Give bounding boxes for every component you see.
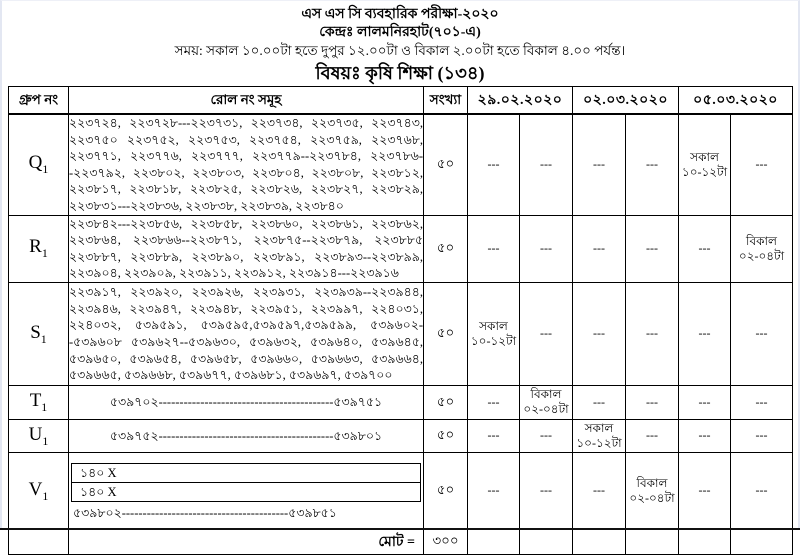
group-label: $V_1$ bbox=[9, 452, 69, 529]
roll-cell-with-box bbox=[69, 452, 424, 529]
session-cell: --- bbox=[626, 282, 679, 385]
roll-range: ৫৩৯৮০২----------------------------------------৫৩৯৮৫১ bbox=[73, 505, 337, 520]
session-cell: --- bbox=[573, 282, 626, 385]
session-cell: --- bbox=[468, 114, 520, 215]
session-cell: --- bbox=[731, 282, 793, 385]
empty-cell bbox=[520, 529, 573, 554]
session-cell: --- bbox=[679, 215, 731, 282]
table-header-row bbox=[9, 87, 793, 115]
column-header-date-1: ২৯.০২.২০২০ bbox=[468, 87, 573, 115]
total-value: ৩০০ bbox=[424, 529, 468, 554]
session-cell: --- bbox=[626, 385, 679, 419]
empty-cell bbox=[626, 529, 679, 554]
count-value: ৫০ bbox=[424, 385, 468, 419]
session-cell: --- bbox=[679, 419, 731, 452]
session-cell: --- bbox=[626, 215, 679, 282]
session-cell: --- bbox=[468, 385, 520, 419]
session-cell: সকাল ১০-১২টা bbox=[679, 114, 731, 215]
table-row-u1 bbox=[9, 419, 793, 452]
exam-title: এস এস সি ব্যবহারিক পরীক্ষা-২০২০ bbox=[301, 7, 499, 22]
roll-range: ৫৩৯৭০২------------------------------------------৫৩৯৭৫১ bbox=[69, 385, 424, 419]
table-row-total bbox=[9, 529, 793, 554]
session-cell: --- bbox=[731, 419, 793, 452]
session-cell: সকাল ১০-১২টা bbox=[468, 282, 520, 385]
roll-numbers: ২২৩৯১৭, ২২৩৯২০, ২২৩৯২৬, ২২৩৯৩১, ২২৩৯৩৯--২২৩৯৪৪, ২২৩৯৪৬, ২২৩৯৪৭, ২২৩৯৪৮, ২২৩৯৫১, ২২৩৯৯৭, ২২৪০৩১, ২২৪০৩২, ৫৩৯৫৯১, ৫৩৯৫৯৫,৫৩৯৫৯৭,৫৩৯৫৯৯, ৫৩৯৬০২--৫৩৯৬০৮ ৫৩৯৬২৭--৫৩৯৬৩০, ৫৩৯৬৩২, ৫৩৯৬৪০, ৫৩৯৬৪৫, ৫৩৯৬৫০, ৫৩৯৬৫৪, ৫৩৯৬৫৮, ৫৩৯৬৬০, ৫৩৯৬৬৩, ৫৩৯৬৬৪, ৫৩৯৬৬৫, ৫৩৯৬৬৮, ৫৩৯৬৭৭, ৫৩৯৬৮১, ৫৩৯৬৯৭, ৫৩৯৭০০ bbox=[69, 282, 424, 385]
session-cell: বিকাল ০২-০৪টা bbox=[626, 452, 679, 529]
centre-name: কেন্দ্রঃ লালমনিরহাট(৭০১-এ) bbox=[319, 24, 481, 40]
session-cell: --- bbox=[520, 114, 573, 215]
column-header-date-2: ০২.০৩.২০২০ bbox=[573, 87, 679, 115]
session-cell: --- bbox=[573, 452, 626, 529]
group-label: $R_1$ bbox=[9, 215, 69, 282]
roll-numbers: ২২৩৮৪২---২২৩৮৫৬, ২২৩৮৫৮, ২২৩৮৬০, ২২৩৮৬১, ২২৩৮৬২, ২২৩৮৬৪, ২২৩৮৬৬--২২৩৮৭১, ২২৩৮৭৫--২২৩৮৭৯, ২২৩৮৮৫ ২২৩৮৮৭, ২২৩৮৮৯, ২২৩৮৯০, ২২৩৮৯১, ২২৩৮৯৩--২২৩৮৯৯, ২২৩৯০৪, ২২৩৯০৯, ২২৩৯১১, ২২৩৯১২, ২২৩৯১৪---২২৩৯১৬ bbox=[69, 215, 424, 282]
session-cell: বিকাল ০২-০৪টা bbox=[520, 385, 573, 419]
count-value: ৫০ bbox=[424, 452, 468, 529]
schedule-table bbox=[8, 86, 793, 555]
session-cell: --- bbox=[731, 452, 793, 529]
session-cell: --- bbox=[626, 419, 679, 452]
table-row-r1 bbox=[9, 215, 793, 282]
empty-cell bbox=[468, 529, 520, 554]
column-header-group: গ্রুপ নং bbox=[9, 87, 69, 115]
roll-range: ৫৩৯৭৫২------------------------------------------৫৩৯৮০১ bbox=[69, 419, 424, 452]
group-label: $T_1$ bbox=[9, 385, 69, 419]
column-header-count: সংখ্যা bbox=[424, 87, 468, 115]
session-cell: --- bbox=[573, 114, 626, 215]
session-cell: --- bbox=[468, 215, 520, 282]
session-cell: সকাল ১০-১২টা bbox=[573, 419, 626, 452]
capacity-box bbox=[71, 463, 421, 502]
empty-cell bbox=[679, 529, 731, 554]
group-label: $U_1$ bbox=[9, 419, 69, 452]
session-cell: --- bbox=[679, 452, 731, 529]
exam-time: সময়: সকাল ১০.০০টা হতে দুপুর ১২.০০টা ও বিকাল ২.০০টা হতে বিকাল ৪.০০ পর্যন্ত। bbox=[174, 43, 626, 58]
session-cell: --- bbox=[573, 215, 626, 282]
subject-title: বিষয়ঃ কৃষি শিক্ষা (১৩৪) bbox=[315, 62, 485, 83]
session-cell: --- bbox=[520, 452, 573, 529]
count-value: ৫০ bbox=[424, 114, 468, 215]
session-cell: বিকাল ০২-০৪টা bbox=[731, 215, 793, 282]
table-row-t1 bbox=[9, 385, 793, 419]
bottom-divider bbox=[0, 528, 800, 530]
session-cell: --- bbox=[679, 282, 731, 385]
capacity-line: ১৪০ X bbox=[80, 484, 117, 499]
session-cell: --- bbox=[468, 419, 520, 452]
session-cell: --- bbox=[520, 282, 573, 385]
group-label: $Q_1$ bbox=[9, 114, 69, 215]
total-label: মোট = bbox=[69, 529, 424, 554]
capacity-line: ১৪০ X bbox=[72, 464, 420, 483]
session-cell: --- bbox=[520, 215, 573, 282]
session-cell: --- bbox=[520, 419, 573, 452]
empty-cell bbox=[9, 529, 69, 554]
session-cell: --- bbox=[468, 452, 520, 529]
session-cell: --- bbox=[731, 385, 793, 419]
session-cell: --- bbox=[731, 114, 793, 215]
table-row-v1 bbox=[9, 452, 793, 529]
count-value: ৫০ bbox=[424, 419, 468, 452]
session-cell: --- bbox=[679, 385, 731, 419]
count-value: ৫০ bbox=[424, 282, 468, 385]
empty-cell bbox=[731, 529, 793, 554]
session-cell: --- bbox=[573, 385, 626, 419]
table-row-s1 bbox=[9, 282, 793, 385]
count-value: ৫০ bbox=[424, 215, 468, 282]
session-cell: --- bbox=[626, 114, 679, 215]
document-header bbox=[2, 1, 798, 84]
column-header-rolls: রোল নং সমূহ bbox=[69, 87, 424, 115]
group-label: $S_1$ bbox=[9, 282, 69, 385]
empty-cell bbox=[573, 529, 626, 554]
column-header-date-3: ০৫.০৩.২০২০ bbox=[679, 87, 793, 115]
table-row-q1 bbox=[9, 114, 793, 215]
roll-numbers: ২২৩৭২৪, ২২৩৭২৮---২২৩৭৩১, ২২৩৭৩৪, ২২৩৭৩৫, ২২৩৭৪৩, ২২৩৭৫০ ২২৩৭৫২, ২২৩৭৫৩, ২২৩৭৫৪, ২২৩৭৫৯, ২২৩৭৬৮, ২২৩৭৭১, ২২৩৭৭৬, ২২৩৭৭৭, ২২৩৭৭৯--২২৩৭৮৪, ২২৩৭৮৬--২২৩৭৯২, ২২৩৮০২, ২২৩৮০৩, ২২৩৮০৪, ২২৩৮০৮, ২২৩৮১২, ২২৩৮১৭, ২২৩৮১৮, ২২৩৮২৫, ২২৩৮২৬, ২২৩৮২৭, ২২৩৮২৯, ২২৩৮৩১---২২৩৮৩৬, ২২৩৮৩৮, ২২৩৮৩৯, ২২৩৮৪০ bbox=[69, 114, 424, 215]
